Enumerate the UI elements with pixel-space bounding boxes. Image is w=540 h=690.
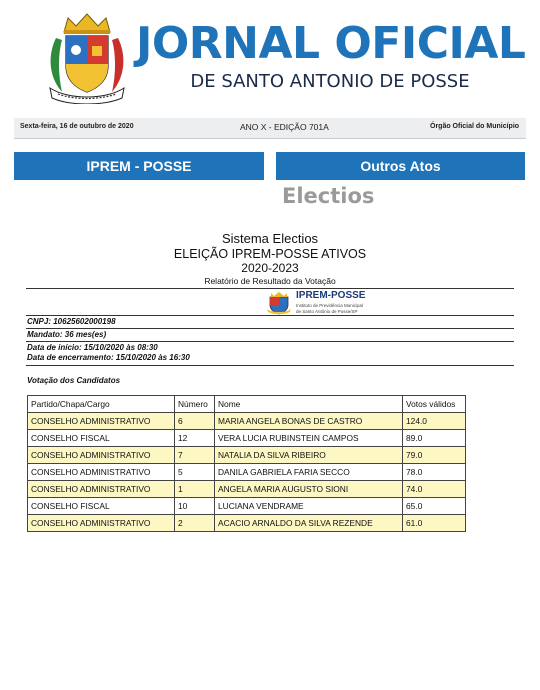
table-row — [28, 447, 466, 464]
iprem-logo-name: IPREM-POSSE — [296, 290, 366, 301]
table-cell: CONSELHO ADMINISTRATIVO — [28, 515, 175, 532]
table-cell: NATALIA DA SILVA RIBEIRO — [215, 447, 403, 464]
table-cell: CONSELHO ADMINISTRATIVO — [28, 481, 175, 498]
table-cell: 61.0 — [403, 515, 466, 532]
table-cell: CONSELHO ADMINISTRATIVO — [28, 447, 175, 464]
table-row — [28, 464, 466, 481]
iprem-logo-subtitle: Instituto de Previdência Municipal — [296, 303, 364, 308]
results-table — [27, 395, 466, 532]
column-header: Número — [175, 396, 215, 413]
table-row — [28, 430, 466, 447]
edition-number: ANO X - EDIÇÃO 701A — [240, 122, 329, 132]
newspaper-subtitle: DE SANTO ANTONIO DE POSSE — [190, 71, 470, 92]
table-row — [28, 413, 466, 430]
official-organ-label: Órgão Oficial do Município — [430, 123, 520, 130]
iprem-logo-subtitle-2: de Santo Antônio de Posse/SP — [296, 309, 358, 314]
mandate-text: Mandato: 36 mes(es) — [27, 330, 107, 339]
column-header: Nome — [215, 396, 403, 413]
table-cell: 79.0 — [403, 447, 466, 464]
table-row — [28, 515, 466, 532]
divider — [26, 341, 514, 342]
table-cell: 1 — [175, 481, 215, 498]
table-cell: VERA LUCIA RUBINSTEIN CAMPOS — [215, 430, 403, 447]
electios-logo: Electios — [282, 184, 375, 208]
table-cell: CONSELHO FISCAL — [28, 498, 175, 515]
iprem-emblem-icon — [266, 291, 292, 315]
divider — [26, 288, 514, 289]
table-row — [28, 498, 466, 515]
table-cell: ANGELA MARIA AUGUSTO SIONI — [215, 481, 403, 498]
table-cell: 12 — [175, 430, 215, 447]
table-cell: CONSELHO ADMINISTRATIVO — [28, 464, 175, 481]
table-cell: 5 — [175, 464, 215, 481]
table-cell: 2 — [175, 515, 215, 532]
table-cell: 7 — [175, 447, 215, 464]
divider — [26, 328, 514, 329]
system-name: Sistema Electios — [221, 231, 319, 246]
newspaper-title: JORNAL OFICIAL — [136, 18, 526, 69]
table-cell: 65.0 — [403, 498, 466, 515]
start-date-text: Data de início: 15/10/2020 às 08:30 — [27, 343, 158, 352]
table-cell: CONSELHO ADMINISTRATIVO — [28, 413, 175, 430]
municipal-coat-of-arms-icon — [44, 10, 130, 104]
divider — [26, 315, 514, 316]
divider — [26, 365, 514, 366]
table-cell: 74.0 — [403, 481, 466, 498]
table-cell: 10 — [175, 498, 215, 515]
table-row — [28, 481, 466, 498]
column-header: Votos válidos — [403, 396, 466, 413]
election-years: 2020-2023 — [241, 261, 299, 275]
table-cell: CONSELHO FISCAL — [28, 430, 175, 447]
table-header-row — [28, 396, 466, 413]
table-cell: DANILA GABRIELA FARIA SECCO — [215, 464, 403, 481]
publication-date: Sexta-feira, 16 de outubro de 2020 — [20, 123, 134, 130]
table-cell: 124.0 — [403, 413, 466, 430]
table-cell: LUCIANA VENDRAME — [215, 498, 403, 515]
table-cell: 6 — [175, 413, 215, 430]
table-cell: ACACIO ARNALDO DA SILVA REZENDE — [215, 515, 403, 532]
cnpj-text: CNPJ: 10625602000198 — [27, 317, 116, 326]
section-tab-outros-atos: Outros Atos — [276, 152, 525, 180]
report-title: Relatório de Resultado da Votação — [204, 276, 336, 286]
column-header: Partido/Chapa/Cargo — [28, 396, 175, 413]
end-date-text: Data de encerramento: 15/10/2020 às 16:30 — [27, 353, 190, 362]
section-tab-iprem: IPREM - POSSE — [14, 152, 264, 180]
table-cell: 78.0 — [403, 464, 466, 481]
table-cell: MARIA ANGELA BONAS DE CASTRO — [215, 413, 403, 430]
table-cell: 89.0 — [403, 430, 466, 447]
election-name: ELEIÇÃO IPREM-POSSE ATIVOS — [173, 247, 367, 261]
votes-heading: Votação dos Candidatos — [27, 376, 121, 385]
